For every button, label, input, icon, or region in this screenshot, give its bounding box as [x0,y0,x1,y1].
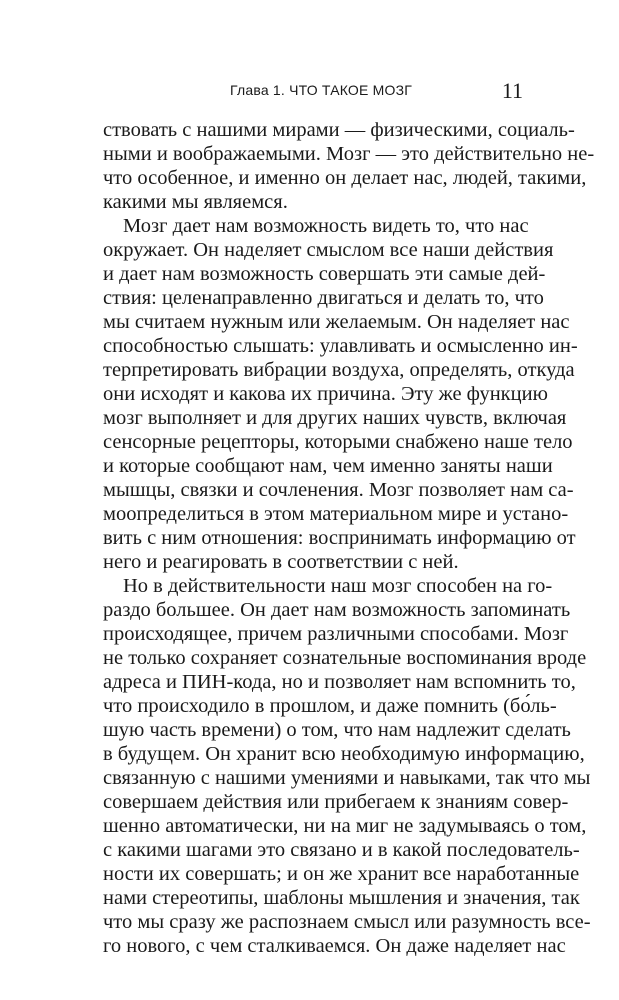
text-line: ности их совершать; и он же хранит все наработанные [103,863,580,885]
text-line: Но в действительности наш мозг способен на го- [123,575,553,597]
text-line: что особенное, и именно он делает нас, людей, такими, [103,167,587,189]
text-line: и которые сообщают нам, чем именно заняты наши [103,455,553,477]
text-line: нами стереотипы, шаблоны мышления и значения, так [103,887,580,909]
text-line: мышцы, связки и сочленения. Мозг позволяет нам са- [103,479,574,501]
text-line: шенно автоматически, ни на миг не задумываясь о том, [103,815,587,837]
text-line: сенсорные рецепторы, которыми снабжено наше тело [103,431,573,453]
text-line: ствовать с нашими мирами — физическими, социаль- [103,119,575,141]
text-line: и дает нам возможность совершать эти самые дей- [103,263,546,285]
chapter-title: Глава 1. ЧТО ТАКОЕ МОЗГ [230,82,413,98]
text-line: адреса и ПИН-кода, но и позволяет нам вспомнить то, [103,671,576,693]
text-line: мозг выполняет и для других наших чувств, включая [103,407,567,429]
text-line: они исходят и какова их причина. Эту же функцию [103,383,548,405]
text-line: что мы сразу же распознаем смысл или разумность все- [103,911,591,933]
text-line: мы считаем нужным или желаемым. Он наделяет нас [103,311,570,333]
text-line: ными и воображаемыми. Мозг — это действительно не- [103,143,595,165]
text-line: в будущем. Он хранит всю необходимую информацию, [103,743,585,765]
text-line: какими мы являемся. [103,191,288,213]
text-line: раздо большее. Он дает нам возможность запоминать [103,599,571,621]
text-line: не только сохраняет сознательные воспоминания вроде [103,647,587,669]
text-line: ствия: целенаправленно двигаться и делать то, что [103,287,544,309]
text-line: что происходило в прошлом, и даже помнить (бо́ль- [103,695,557,717]
text-line: происходящее, причем различными способами. Мозг [103,623,569,645]
body-text [103,118,595,958]
text-line: него и реагировать в соответствии с ней. [103,551,459,573]
text-line: Мозг дает нам возможность видеть то, что нас [123,215,529,237]
text-line: с какими шагами это связано и в какой последователь- [103,839,580,861]
text-line: связанную с нашими умениями и навыками, так что мы [103,767,591,789]
text-line: окружает. Он наделяет смыслом все наши действия [103,239,554,261]
text-line: совершаем действия или прибегаем к знаниям совер- [103,791,569,813]
running-header [105,78,535,108]
text-line: шую часть времени) о том, что нам надлежит сделать [103,719,571,741]
page-number: 11 [501,78,523,103]
text-line: го нового, с чем сталкиваемся. Он даже наделяет нас [103,935,566,957]
text-line: терпретировать вибрации воздуха, определять, откуда [103,359,575,381]
text-line: моопределиться в этом материальном мире и устано- [103,503,569,525]
text-line: способностью слышать: улавливать и осмысленно ин- [103,335,578,357]
text-line: вить с ним отношения: воспринимать информацию от [103,527,576,549]
